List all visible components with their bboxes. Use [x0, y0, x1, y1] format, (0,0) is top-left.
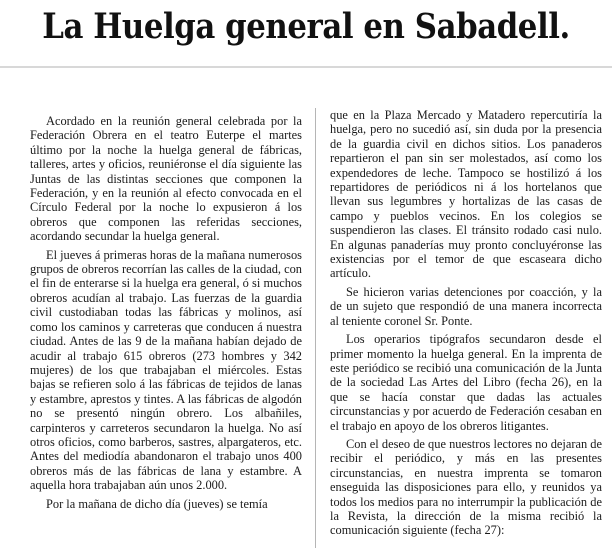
- right-column: [330, 108, 602, 542]
- header-rule: [0, 66, 612, 68]
- paragraph: Acordado en la reunión general celebrada por la Federación Obrera en el teatro Euterpe el martes último por la noche la huelga general de fábricas, talleres, artes y oficios, reuniéronse el día siguiente las Juntas de las distintas secciones que componen la Federación, y en la reunión al efecto convocada en el Círculo Federal por la noche lo expusieron á los obreros que componen las referidas secciones, acordando secundar la huelga general.: [30, 114, 302, 244]
- article-headline: La Huelga general en Sabadell.: [42, 6, 570, 47]
- paragraph: Con el deseo de que nuestros lectores no dejaran de recibir el periódico, y más en las presentes circunstancias, en nuestra imprenta se tomaron enseguida las disposiciones para ello, y reunidos ya todos los medios para no interrumpir la publicación de la Revista, la dirección de la misma recibió la comunicación siguiente (fecha 27):: [330, 436, 602, 538]
- paragraph: Los operarios tipógrafos secundaron desde el primer momento la huelga general. En la imprenta de este periódico se recibió una comunicación de la Junta de la sociedad Las Artes del Libro (fecha 26), en la que se hacía constar que dadas las actuales circunstancias y por acuerdo de Federación cesaban en el trabajo en apoyo de los obreros litigantes.: [330, 332, 602, 433]
- paragraph: Por la mañana de dicho día (jueves) se temía: [46, 496, 268, 511]
- paragraph: Se hicieron varias detenciones por coacción, y la de un sujeto que respondió de una manera incorrecta al teniente coronel Sr. Ponte.: [330, 284, 602, 328]
- paragraph: El jueves á primeras horas de la mañana numerosos grupos de obreros recorrían las calles de la ciudad, con el fin de enterarse si la huelga era general, ó si muchos obreros acudían al trabajo. Las fuerzas de la guardia civil custodiaban todas las fábricas y molinos, así como los caminos y carreteras que conducen á nuestra ciudad. Antes de las 9 de la mañana habían dejado de acudir al trabajo 615 obreros (273 hombres y 342 mujeres) de los que trabajaban el miércoles. Estas bajas se refieren solo á las fábricas de tejidos de lanas y estambre, aprestos y tintes. A las fábricas de algodón no se presentó ningún obrero. Los albañiles, carpinteros y carreteros secundaron la huelga. No así otros oficios, como barberos, sastres, alpargateros, etc. Antes del mediodía abandonaron el trabajo unos 400 obreros más de las fábricas de lana y estambre. A aquella hora trabajaban aún unos 2.000.: [30, 247, 302, 493]
- column-divider: [315, 108, 316, 548]
- paragraph: que en la Plaza Mercado y Matadero repercutiría la huelga, pero no sucedió así, sin duda por la presencia de la guardia civil en dichos sitios. Los panaderos repartieron el pan sin ser molestados, así como los expendedores de leche. Tampoco se hostilizó á los repartidores de periódicos ni á los hortelanos que llevan sus legumbres y hortalizas de las casas de campo y pueblos vecinos. En los colegios se suspendieron las clases. El tránsito rodado casi nulo. En algunas panaderías muy pronto concluyéronse las existencias por el temor de que escaseara dicho artículo.: [330, 108, 602, 281]
- left-column: [30, 114, 302, 515]
